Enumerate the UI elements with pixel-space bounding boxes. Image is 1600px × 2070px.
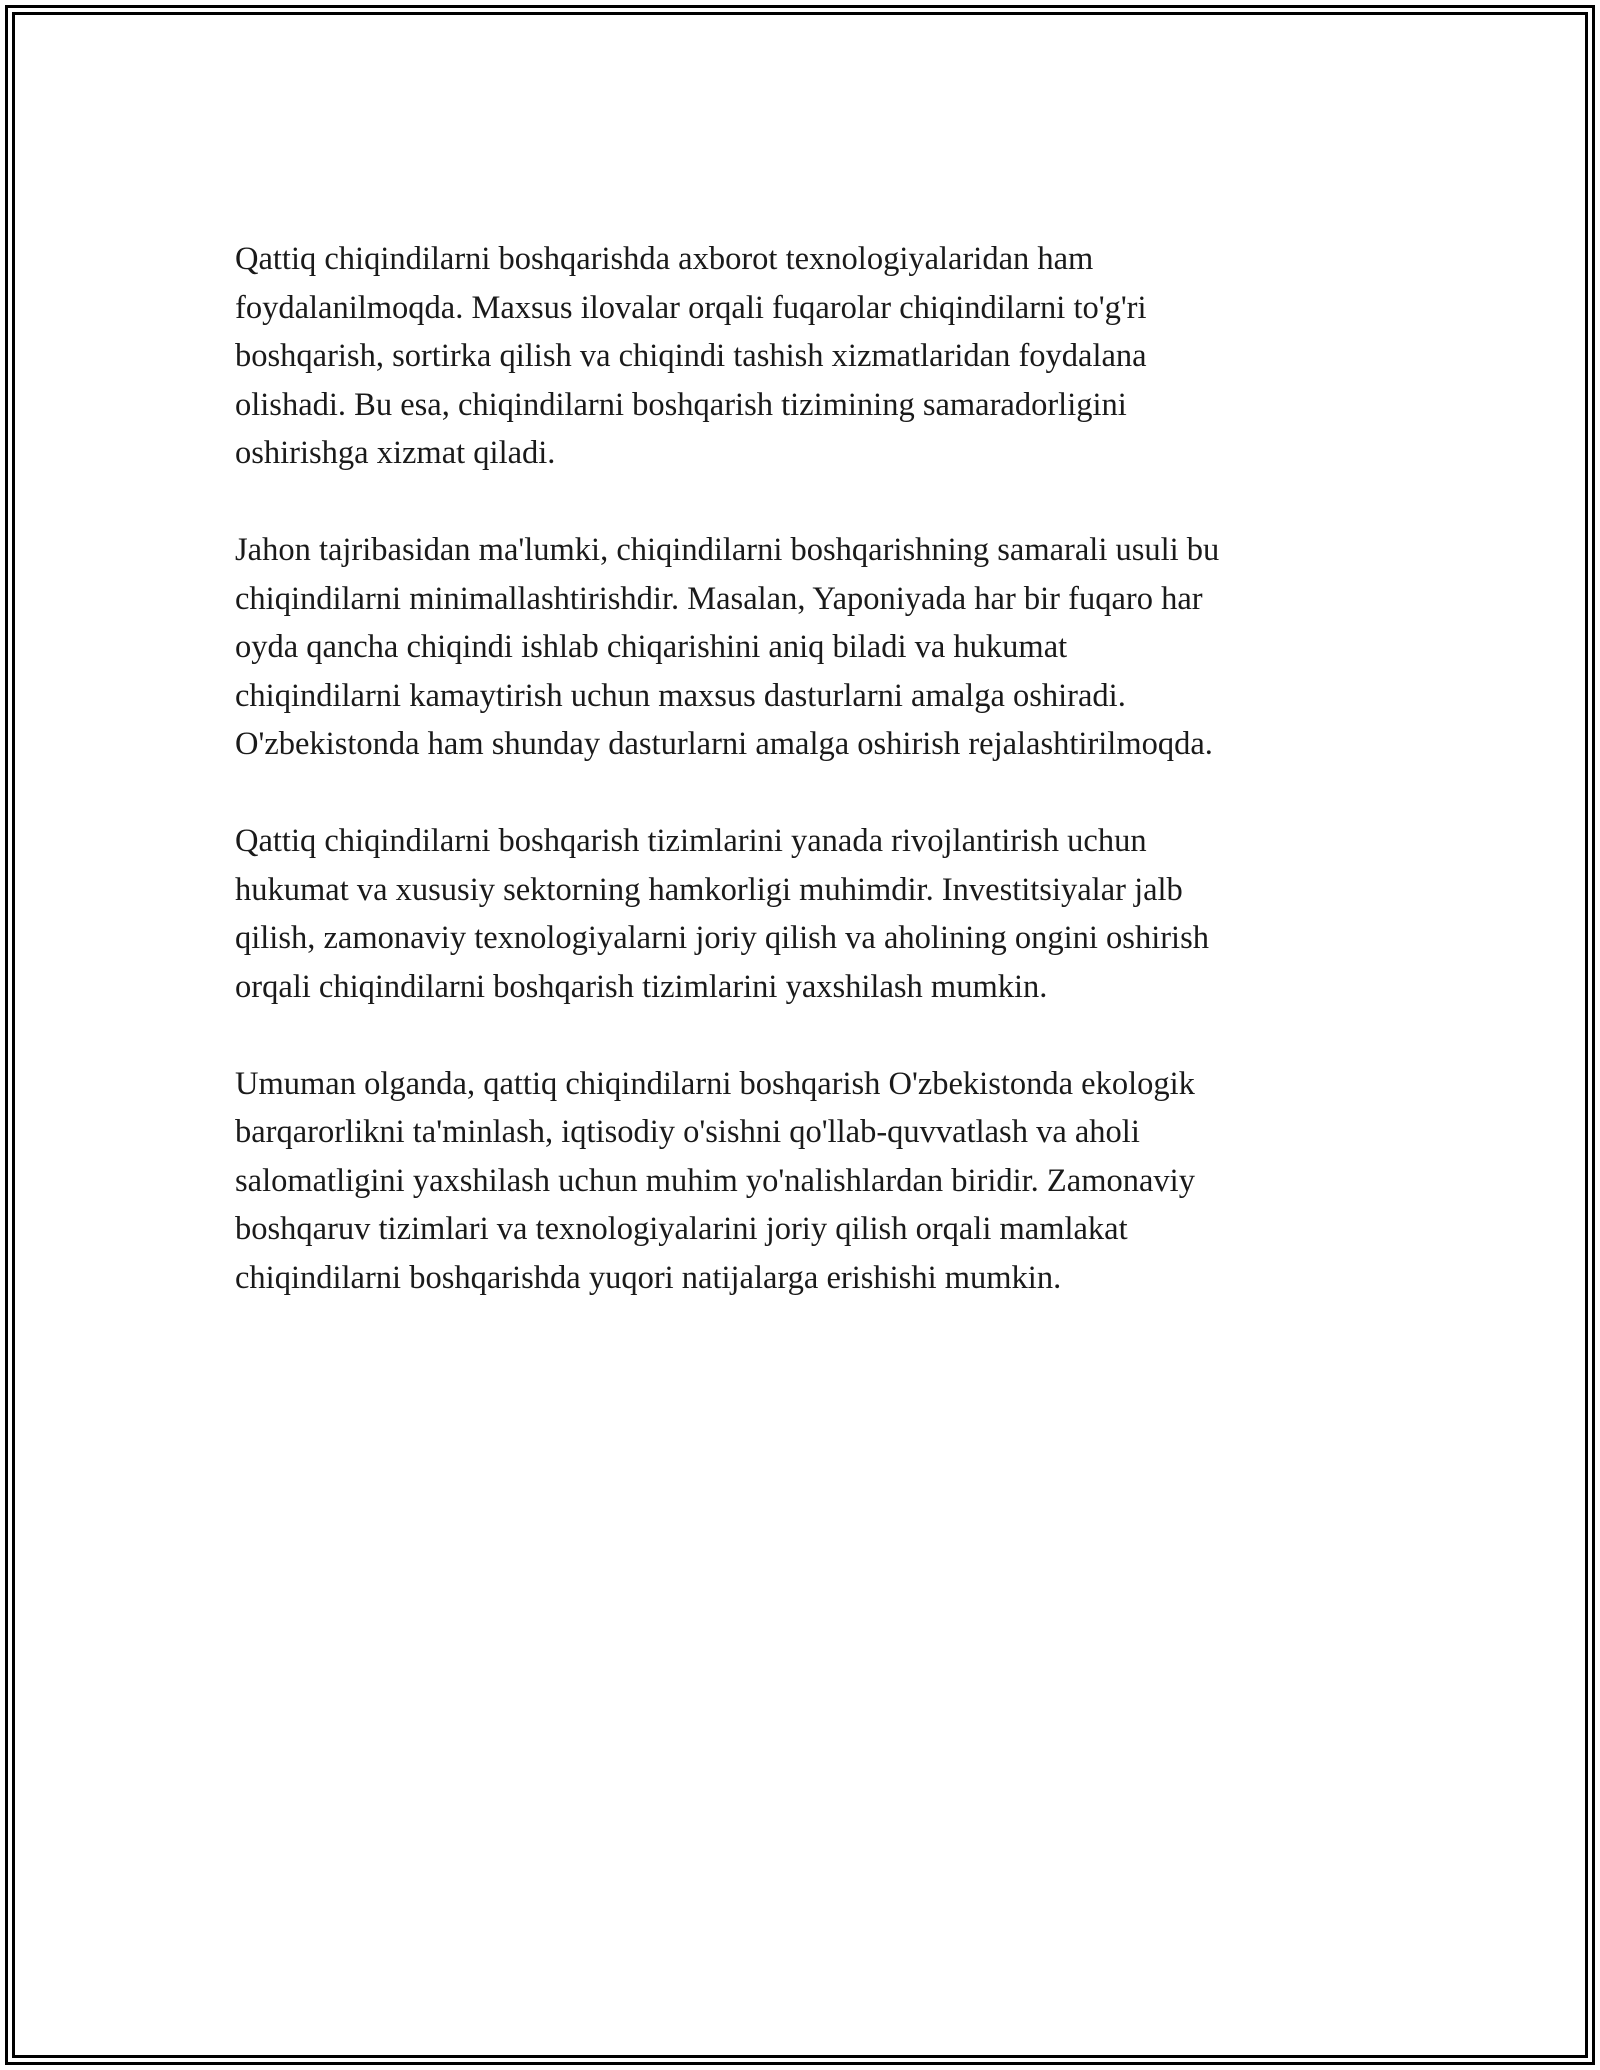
document-body <box>235 235 1365 1351</box>
paragraph-4: Umuman olganda, qattiq chiqindilarni boshqarish O'zbekistonda ekologik barqarorlikni ta'minlash, iqtisodiy o'sishni qo'llab-quvvatlash va aholi salomatligini yaxshilash uchun muhim yo'nalishlardan biridir. Zamonaviy boshqaruv tizimlari va texnologiyalarini joriy qilish orqali mamlakat chiqindilarni boshqarishda yuqori natijalarga erishishi mumkin. <box>235 1065 1195 1296</box>
paragraph-2: Jahon tajribasidan ma'lumki, chiqindilarni boshqarishning samarali usuli bu chiqindilarni minimallashtirishdir. Masalan, Yaponiyada har bir fuqaro har oyda qancha chiqindi ishlab chiqarishini aniq biladi va hukumat chiqindilarni kamaytirish uchun maxsus dasturlarni amalga oshiradi. O'zbekistonda ham shunday dasturlarni amalga oshirish rejalashtirilmoqda. <box>235 532 1220 762</box>
paragraph-3: Qattiq chiqindilarni boshqarish tizimlarini yanada rivojlantirish uchun hukumat va xususiy sektorning hamkorligi muhimdir. Investitsiyalar jalb qilish, zamonaviy texnologiyalarni joriy qilish va aholining ongini oshirish orqali chiqindilarni boshqarish tizimlarini yaxshilash mumkin. <box>235 823 1209 1005</box>
paragraph-1: Qattiq chiqindilarni boshqarishda axborot texnologiyalaridan ham foydalanilmoqda. Maxsus ilovalar orqali fuqarolar chiqindilarni to'g'ri boshqarish, sortirka qilish va chiqindi tashish xizmatlaridan foydalana olishadi. Bu esa, chiqindilarni boshqarish tizimining samaradorligini oshirishga xizmat qiladi. <box>235 241 1147 471</box>
